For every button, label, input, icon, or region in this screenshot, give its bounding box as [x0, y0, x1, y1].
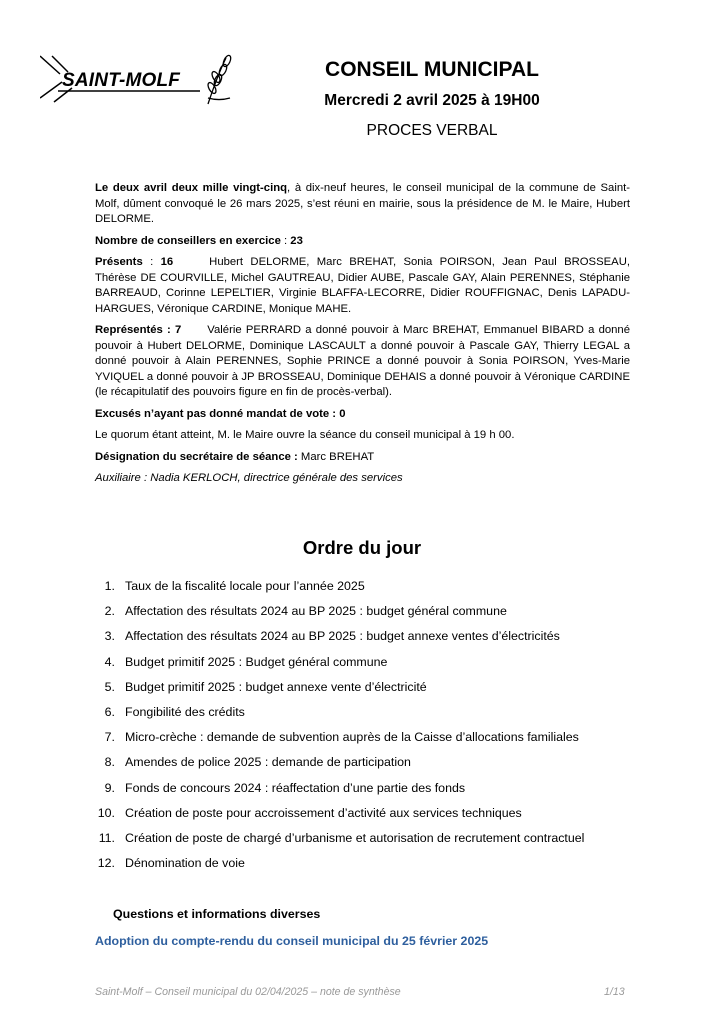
page-footer: Saint-Molf – Conseil municipal du 02/04/2025 – note de synthèse — [95, 986, 401, 998]
intro-paragraph — [95, 181, 630, 228]
auxiliaire-line: Auxiliaire : Nadia KERLOCH, directrice générale des services — [95, 472, 403, 484]
agenda-item-text: Affectation des résultats 2024 au BP 2025 : budget annexe ventes d’électricités — [125, 629, 560, 644]
presents-value: 16 — [160, 256, 174, 268]
presents-sep: : — [142, 256, 161, 268]
agenda-list — [95, 579, 584, 881]
document-type: PROCES VERBAL — [366, 122, 498, 139]
presents-list: Hubert DELORME, Marc BREHAT, Sonia POIRSON, Jean Paul BROSSEAU, Thérèse DE COURVILLE, Michel GAUTREAU, Didier AUBE, Pascale GAY, Alain PERENNES, Stéphanie BARREAUD, Corinne LEPELTIER, Virginie BLAFFA-LECORRE, Didier ROUFFIGNAC, Denis LAPADU-HARGUES, Véronique CARDINE, Monique MAHE. — [95, 256, 630, 315]
agenda-item-number: 9. — [104, 780, 115, 795]
secretaire-label: Désignation du secrétaire de séance : — [95, 450, 298, 463]
agenda-item-text: Création de poste pour accroissement d’activité aux services techniques — [125, 805, 522, 820]
agenda-item-text: Création de poste de chargé d’urbanisme et autorisation de recrutement contractuel — [125, 830, 585, 845]
agenda-item — [95, 730, 584, 755]
conseillers-value: 23 — [290, 234, 303, 247]
logo-text: SAINT-MOLF — [62, 70, 181, 91]
agenda-item-number: 11. — [98, 830, 115, 845]
agenda-item-text: Amendes de police 2025 : demande de participation — [125, 755, 411, 770]
agenda-item-text: Micro-crèche : demande de subvention auprès de la Caisse d’allocations familiales — [125, 730, 579, 745]
quorum-line: Le quorum étant atteint, M. le Maire ouvre la séance du conseil municipal à 19 h 00. — [95, 429, 515, 441]
secretaire-line — [95, 450, 630, 466]
agenda-item — [95, 604, 584, 629]
meeting-date: Mercredi 2 avril 2025 à 19H00 — [324, 92, 540, 109]
agenda-item-number: 2. — [104, 604, 115, 619]
agenda-item-text: Dénomination de voie — [125, 856, 245, 871]
intro-lead: Le deux avril deux mille vingt-cinq — [95, 182, 288, 194]
agenda-item-text: Fongibilité des crédits — [125, 704, 245, 719]
questions-heading: Questions et informations diverses — [113, 907, 321, 921]
agenda-heading: Ordre du jour — [302, 537, 422, 558]
conseillers-count — [95, 234, 630, 250]
agenda-item — [95, 806, 584, 831]
agenda-item — [95, 655, 584, 680]
agenda-item-text: Budget primitif 2025 : budget annexe vente d’électricité — [125, 679, 427, 694]
agenda-item — [95, 755, 584, 780]
agenda-item — [95, 781, 584, 806]
conseillers-label: Nombre de conseillers en exercice — [95, 234, 281, 247]
excuses-line: Excusés n’ayant pas donné mandat de vote : 0 — [95, 407, 346, 420]
agenda-item-number: 7. — [104, 730, 115, 745]
representes-list: Valérie PERRARD a donné pouvoir à Marc BREHAT, Emmanuel BIBARD a donné pouvoir à Hubert DELORME, Dominique LASCAULT a donné pouvoir à Pascale GAY, Thierry LEGAL a donné pouvoir à Alain PERENNES, Sophie PRINCE a donné pouvoir à Sonia POIRSON, Yves-Marie YVIQUEL a donné pouvoir à JP BROSSEAU, Dominique DEHAIS a donné pouvoir à Véronique CARDINE (le récapitulatif des pouvoirs figure en fin de procès-verbal). — [95, 324, 630, 398]
agenda-item-text: Fonds de concours 2024 : réaffectation d’une partie des fonds — [125, 780, 466, 795]
agenda-item-number: 5. — [104, 679, 115, 694]
secretaire-value: Marc BREHAT — [297, 450, 375, 463]
presents-paragraph — [95, 255, 630, 317]
agenda-item — [95, 579, 584, 604]
agenda-item-number: 4. — [104, 654, 115, 669]
agenda-item — [95, 831, 584, 856]
intro-rest: , à dix-neuf heures, le conseil municipal de la commune de Saint-Molf, dûment convoqué le 26 mars 2025, s’est réuni en mairie, sous la présidence de M. le Maire, Hubert DELORME. — [95, 182, 631, 225]
document-body — [95, 181, 630, 493]
agenda-item — [95, 705, 584, 730]
presents-label: Présents — [95, 256, 143, 268]
agenda-item — [95, 856, 584, 881]
representes-label: Représentés : 7 — [95, 324, 182, 336]
agenda-item-number: 8. — [104, 755, 115, 770]
agenda-item-number: 1. — [104, 579, 115, 593]
page-number: 1/13 — [604, 986, 625, 998]
agenda-item-number: 12. — [97, 856, 115, 871]
document-title: CONSEIL MUNICIPAL — [325, 58, 539, 81]
agenda-item — [95, 629, 584, 654]
adoption-heading: Adoption du compte-rendu du conseil municipal du 25 février 2025 — [95, 934, 489, 948]
conseillers-sep: : — [280, 234, 291, 247]
agenda-item-number: 10. — [97, 805, 115, 820]
agenda-item-number: 3. — [104, 629, 115, 644]
representes-paragraph — [95, 323, 630, 401]
agenda-item-text: Taux de la fiscalité locale pour l’année 2025 — [125, 579, 365, 593]
agenda-item — [95, 680, 584, 705]
agenda-item-text: Affectation des résultats 2024 au BP 2025 : budget général commune — [125, 604, 507, 619]
agenda-item-text: Budget primitif 2025 : Budget général commune — [125, 654, 388, 669]
agenda-item-number: 6. — [104, 704, 115, 719]
